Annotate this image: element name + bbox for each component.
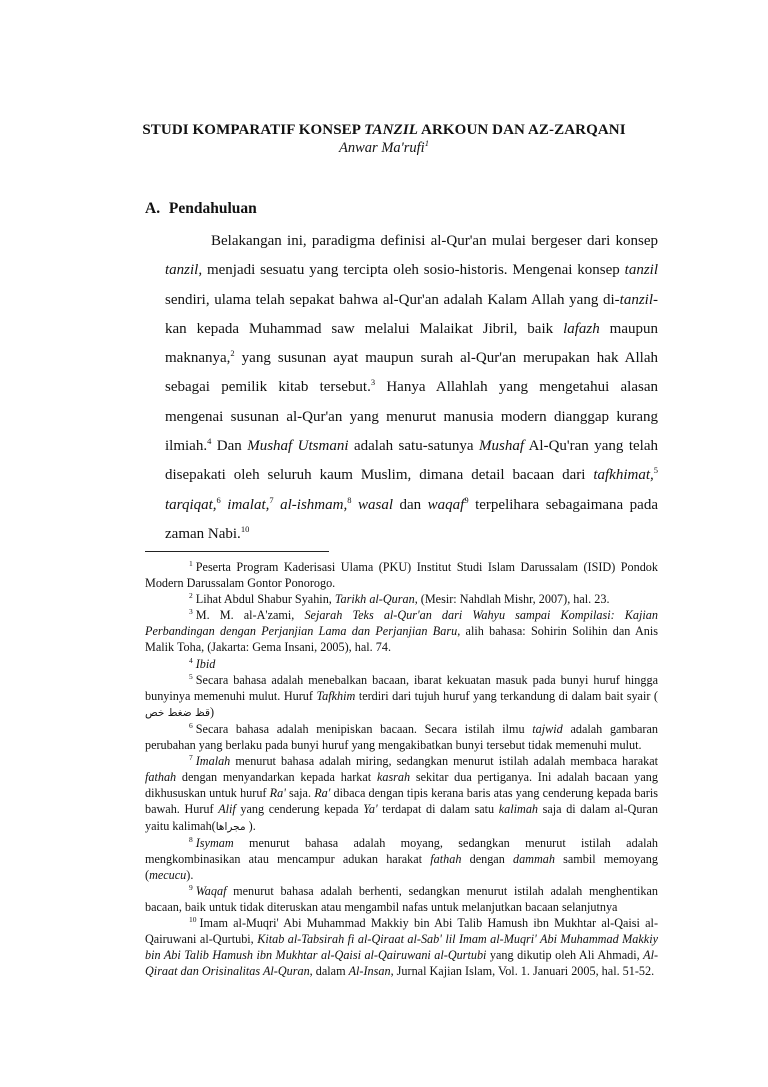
footnote-4: $^4$ Ibid: [189, 655, 216, 671]
footnote-7: $^7$ Imalah menurut bahasa adalah miring, sedangkan menurut istilah adalah membaca harakat fathah dengan menyandarkan kepada harkat kasrah sekitar dua pertiganya. Ini adalah bacaan yang dikhususkan untuk huruf Ra' saja. Ra' dibaca dengan tipis kerana baris atas yang cenderung kepada baris bawah. Huruf Alif yang cenderung kepada Ya' terdapat di dalam satu kalimah saja di dalam al-Quran yaitu kalimah(مجراها ).: [145, 753, 658, 833]
footnote-2: $^2$ Lihat Abdul Shabur Syahin, Tarikh al-Quran, (Mesir: Nahdlah Mishr, 2007), hal. 23.: [189, 591, 610, 607]
footnotes: [145, 559, 658, 979]
footnote-10: $^{10}$ Imam al-Muqri' Abi Muhammad Makkiy bin Abi Talib Hamush ibn Mukhtar al-Qaisi al-Qairuwani al-Qurtubi, Kitab al-Tabsirah fi al-Qiraat al-Sab' lil Imam al-Muqri' Abi Muhammad Makkiy bin Abi Talib Hamush ibn Mukhtar al-Qaisi al-Qairuwani al-Qurtubi yang dikutip oleh Ali Ahmadi, Al-Qiraat dan Orisinalitas Al-Quran, dalam Al-Insan, Jurnal Kajian Islam, Vol. 1. Januari 2005, hal. 51-52.: [145, 915, 659, 979]
arabic-text: مجراها: [215, 820, 246, 833]
body-text: [165, 227, 658, 549]
footnote-1: $^1$ Peserta Program Kaderisasi Ulama (PKU) Institut Studi Islam Darussalam (ISID) Pondok Modern Darussalam Gontor Ponorogo.: [145, 558, 658, 591]
author-name: Anwar Ma'rufi$^1$: [339, 138, 429, 156]
paper-title: STUDI KOMPARATIF KONSEP TANZIL ARKOUN DAN AZ-ZARQANI: [142, 122, 626, 138]
section-number: A.: [145, 200, 161, 217]
footnote-5: $^5$ Secara bahasa adalah menebalkan bacaan, ibarat kekuatan masuk pada bunyi huruf hingga bunyinya memenuhi mulut. Huruf Tafkhim terdiri dari tujuh huruf yang terkandung di dalam bait syair ( قظ ضغط خص): [145, 671, 658, 719]
footnote-separator: [145, 551, 329, 552]
section-heading: [145, 200, 257, 218]
footnote-6: $^6$ Secara bahasa adalah menipiskan bacaan. Secara istilah ilmu tajwid adalah gambaran perubahan yang berlaku pada bunyi huruf yang mengakibatkan bunyi tersebut tidak memenuhi mulut.: [145, 720, 658, 753]
footnote-9: $^9$ Waqaf menurut bahasa adalah berhenti, sedangkan menurut istilah adalah menghentikan bacaan, baik untuk tidak diteruskan atau mengambil nafas untuk melanjutkan bacaan selanjutnya: [145, 882, 658, 914]
footnote-3: $^3$ M. M. al-A'zami, Sejarah Teks al-Qur'an dari Wahyu sampai Kompilasi: Kajian Perbandingan dengan Perjanjian Lama dan Perjanjian Baru, alih bahasa: Sohirin Solihin dan Anis Malik Toha, (Jakarta: Gema Insani, 2005), hal. 74.: [145, 607, 658, 655]
section-title: Pendahuluan: [168, 200, 257, 217]
author-footnote-ref: 1: [424, 138, 429, 149]
footnote-8: $^8$ Isymam menurut bahasa adalah moyang, sedangkan menurut istilah adalah mengkombinasikan atau mencampur adukan harakat fathah dengan dammah sambil memoyang (mecucu).: [145, 834, 658, 882]
body-paragraph: Belakangan ini, paradigma definisi al-Qur'an mulai bergeser dari konsep tanzil, menjadi sesuatu yang tercipta oleh sosio-historis. Mengenai konsep tanzil sendiri, ulama telah sepakat bahwa al-Qur'an adalah Kalam Allah yang di-tanzil-kan kepada Muhammad saw melalui Malaikat Jibril, baik lafazh maupun maknanya,$^2$ yang susunan ayat maupun surah al-Qur'an merupakan hak Allah sebagai pemilik kitab tersebut.$^3$ Hanya Allahlah yang mengetahui alasan mengenai susunan al-Qur'an yang menurut manusia modern dianggap kurang ilmiah.$^4$ Dan Mushaf Utsmani adalah satu-satunya Mushaf Al-Qu'ran yang telah disepakati oleh seluruh kaum Muslim, dimana detail bacaan dari tafkhimat,$^5$ tarqiqat,$^6$ imalat,$^7$ al-ishmam,$^8$ wasal dan waqaf$^9$ terpelihara sebagaimana pada zaman Nabi.$^{10}$: [165, 233, 659, 542]
arabic-text: قظ ضغط خص: [145, 706, 210, 719]
